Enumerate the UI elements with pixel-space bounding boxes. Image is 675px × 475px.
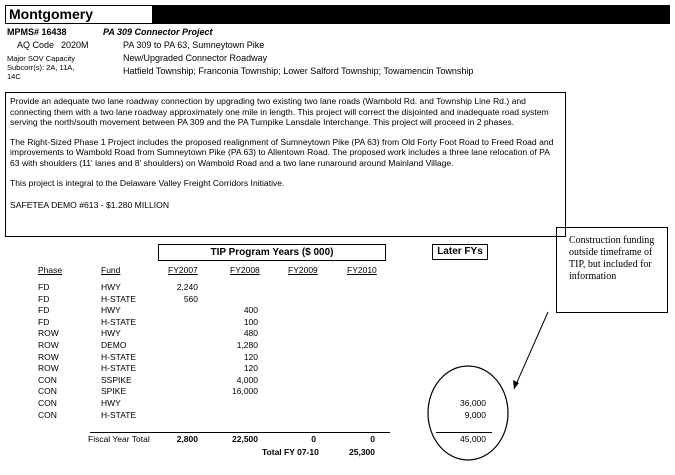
table-cell-fund: H-STATE	[101, 351, 137, 362]
table-cell-fund: HWY	[101, 398, 121, 408]
table-cell-fund: HWY	[101, 305, 121, 316]
total-fy-07-10-label: Total FY 07-10	[262, 447, 319, 457]
table-cell-fy2008: 4,000	[236, 374, 258, 385]
fiscal-year-total-label: Fiscal Year Total	[88, 434, 150, 444]
table-cell-phase: CON	[38, 386, 57, 397]
table-cell-fund: SPIKE	[101, 386, 127, 397]
county-name: Montgomery	[6, 6, 152, 23]
improvement-type: New/Upgraded Connector Roadway	[123, 53, 268, 63]
total-fy2008: 22,500	[232, 434, 258, 444]
col-header-fy2007: FY2007	[168, 265, 198, 275]
col-header-fy2009: FY2009	[288, 265, 318, 275]
sov-capacity-label: Major SOV Capacity	[7, 54, 75, 63]
aq-code-label: AQ Code	[17, 40, 55, 50]
project-title: PA 309 Connector Project	[103, 27, 213, 37]
table-cell-fy2007: 2,240	[176, 282, 198, 292]
description-paragraph-1: Provide an adequate two lane roadway connection by upgrading two existing two lane roads (Wambold Rd. and Township Line Rd.) and connecting them with a two lane roadway approximately one mile in length. This project will correct the disjointed and inadequate road system serving the north/south movement between PA 309 and the PA Turnpike Lansdale Interchange. This project will proceed in 2 phases.	[10, 96, 549, 128]
description-paragraph-2: The Right-Sized Phase 1 Project includes the proposed realignment of Sumneytown Pike (PA 63) from Old Forty Foot Road to Freed Road and improvements to Wambold Road from Sumneytown Pike (PA 63) to Allentown Road. The proposed work includes a three lane relocation of PA 63 with shoulders (11' lanes and 8' shoulders) on Wambold Road and a two lane runaround around Mainland Village.	[10, 136, 554, 168]
col-header-fy2010: FY2010	[347, 265, 377, 275]
table-cell-phase: ROW	[38, 351, 59, 362]
table-cell-fund: SSPIKE	[101, 374, 132, 385]
table-cell-phase: ROW	[38, 328, 59, 339]
annotation-arrow-line	[514, 312, 548, 389]
table-cell-fund: HWY	[101, 282, 121, 292]
subcorridor-label: Subcorr(s): 2A, 11A,	[7, 63, 75, 72]
construction-funding-note: Construction funding outside timeframe of TIP, but included for information	[556, 227, 668, 313]
table-cell-fund: H-STATE	[101, 409, 137, 420]
table-cell-phase: ROW	[38, 363, 59, 374]
table-cell-fund: H-STATE	[101, 316, 137, 327]
later-total-divider	[436, 432, 492, 433]
total-fy2010: 0	[370, 434, 375, 444]
total-later-fys: 45,000	[460, 434, 486, 444]
total-fy2009: 0	[311, 434, 316, 444]
table-cell-phase: FD	[38, 282, 50, 292]
project-location: PA 309 to PA 63, Sumneytown Pike	[123, 40, 265, 50]
table-cell-fy2008: 100	[243, 316, 258, 327]
table-cell-phase: FD	[38, 305, 50, 316]
later-fys-title: Later FYs	[432, 244, 488, 260]
tip-program-years-title: TIP Program Years ($ 000)	[158, 244, 386, 261]
table-cell-phase: ROW	[38, 340, 59, 350]
table-cell-fund: H-STATE	[101, 363, 137, 374]
table-cell-fund: H-STATE	[101, 293, 137, 304]
table-cell-fy2008: 1,280	[236, 340, 258, 350]
table-cell-fy2008: 16,000	[232, 386, 258, 397]
table-cell-later: 9,000	[464, 409, 486, 420]
mpms-number: MPMS# 16438	[7, 27, 67, 37]
annotation-arrow-head	[513, 380, 519, 389]
description-paragraph-3: This project is integral to the Delaware Valley Freight Corridors Initiative.	[10, 177, 285, 188]
table-cell-fy2008: 480	[243, 328, 258, 339]
total-fy2007: 2,800	[176, 434, 198, 444]
col-header-fy2008: FY2008	[230, 265, 260, 275]
municipalities: Hatfield Township; Franconia Township; Lower Salford Township; Towamencin Township	[123, 66, 474, 76]
table-cell-fund: DEMO	[101, 340, 127, 350]
table-cell-fund: HWY	[101, 328, 121, 339]
table-cell-phase: FD	[38, 316, 50, 327]
table-cell-fy2007: 560	[183, 293, 198, 304]
total-fy-07-10-value: 25,300	[349, 447, 375, 457]
col-header-phase: Phase	[38, 265, 63, 275]
table-cell-fy2008: 120	[243, 351, 258, 362]
table-cell-fy2008: 400	[243, 305, 258, 316]
col-header-fund: Fund	[101, 265, 121, 275]
table-cell-phase: FD	[38, 293, 50, 304]
table-cell-phase: CON	[38, 374, 57, 385]
totals-divider	[90, 432, 390, 433]
table-cell-later: 36,000	[460, 398, 486, 408]
table-cell-phase: CON	[38, 398, 57, 408]
table-cell-phase: CON	[38, 409, 57, 420]
table-cell-fy2008: 120	[243, 363, 258, 374]
description-demo-funding: SAFETEA DEMO #613 - $1.280 MILLION	[10, 200, 170, 211]
subcorridor-label-cont: 14C	[7, 72, 21, 81]
aq-code-value: 2020M	[61, 40, 89, 50]
